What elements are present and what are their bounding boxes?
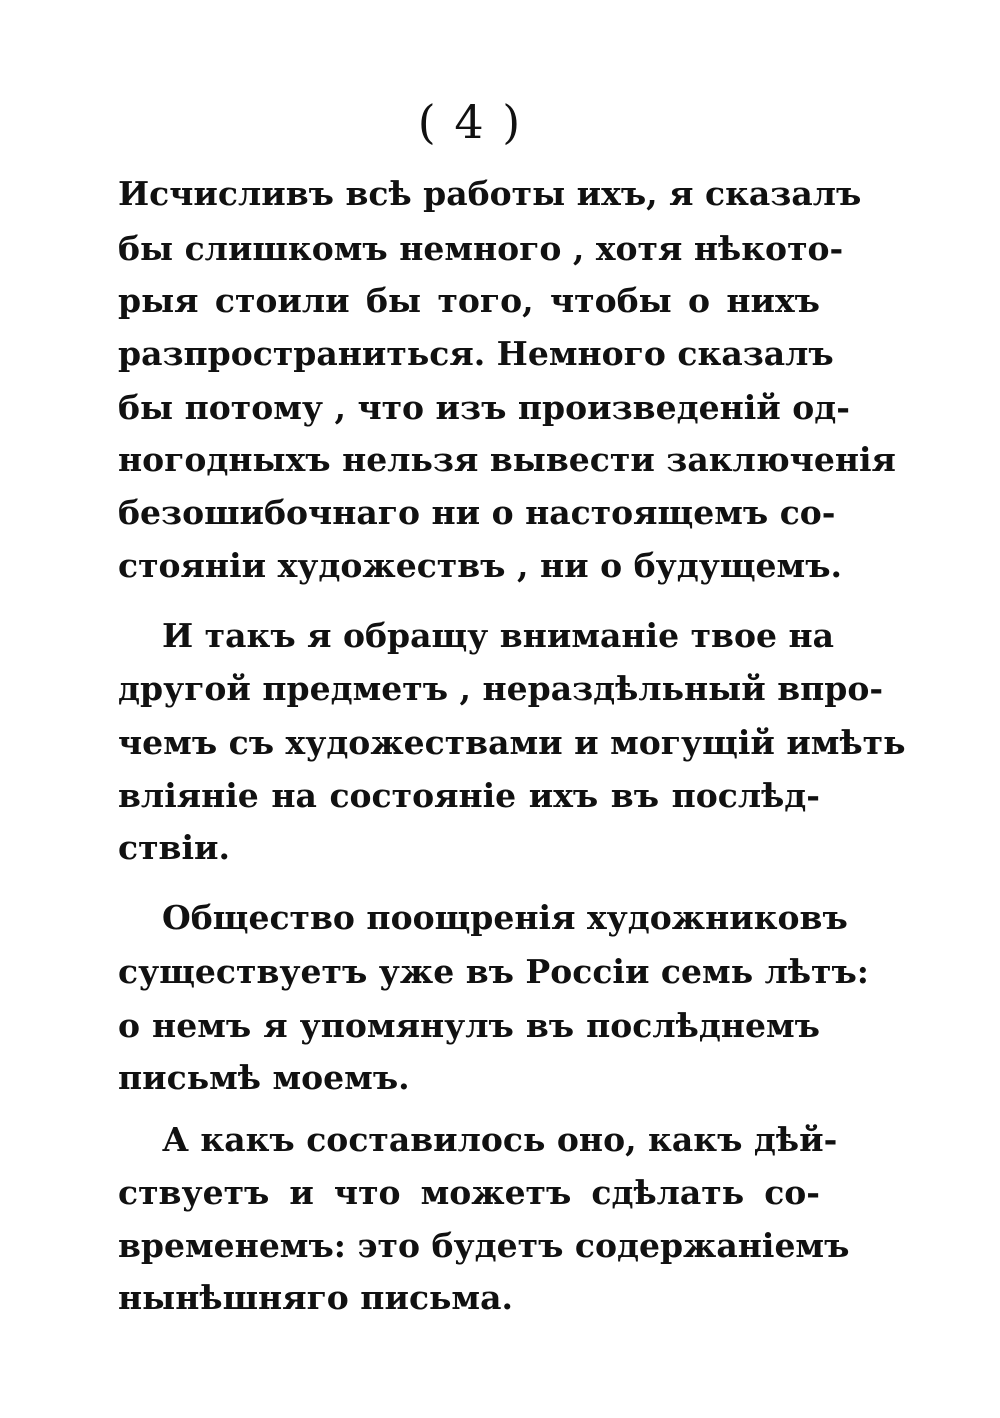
text-line: ствiи. <box>118 828 230 867</box>
text-line: безошибочнаго ни о настоящемъ со- <box>118 493 836 532</box>
text-line: письмѣ моемъ. <box>118 1058 410 1097</box>
text-line: Исчисливъ всѣ работы ихъ, я сказалъ <box>118 174 862 213</box>
text-line: другой предметъ , нераздѣльный впро- <box>118 669 884 708</box>
text-line: бы слишкомъ немного , хотя нѣкото- <box>118 229 844 268</box>
text-line: Общество поощренiя художниковъ <box>162 898 848 937</box>
text-line: рыя стоили бы того, чтобы о нихъ <box>118 281 820 320</box>
text-line: ногодныхъ нельзя вывести заключенiя <box>118 440 896 479</box>
text-line: ствуетъ и что можетъ сдѣлать со- <box>118 1173 820 1212</box>
text-line: И такъ я обращу вниманiе твое на <box>162 616 834 655</box>
text-line: влiянiе на состоянiе ихъ въ послѣд- <box>118 776 820 815</box>
text-line: нынѣшняго письма. <box>118 1278 513 1317</box>
text-line: чемъ съ художествами и могущiй имѣть <box>118 723 906 762</box>
text-line: А какъ составилось оно, какъ дѣй- <box>162 1120 838 1159</box>
page-number: ( 4 ) <box>417 95 523 149</box>
text-line: о немъ я упомянулъ въ послѣднемъ <box>118 1006 820 1045</box>
text-line: существуетъ уже въ Россiи семь лѣтъ: <box>118 952 869 991</box>
text-line: разпространиться. Немного сказалъ <box>118 334 834 373</box>
text-line: временемъ: это будетъ содержанiемъ <box>118 1226 850 1265</box>
text-line: бы потому , что изъ произведенiй од- <box>118 388 850 427</box>
text-line: стоянiи художествъ , ни о будущемъ. <box>118 546 843 585</box>
